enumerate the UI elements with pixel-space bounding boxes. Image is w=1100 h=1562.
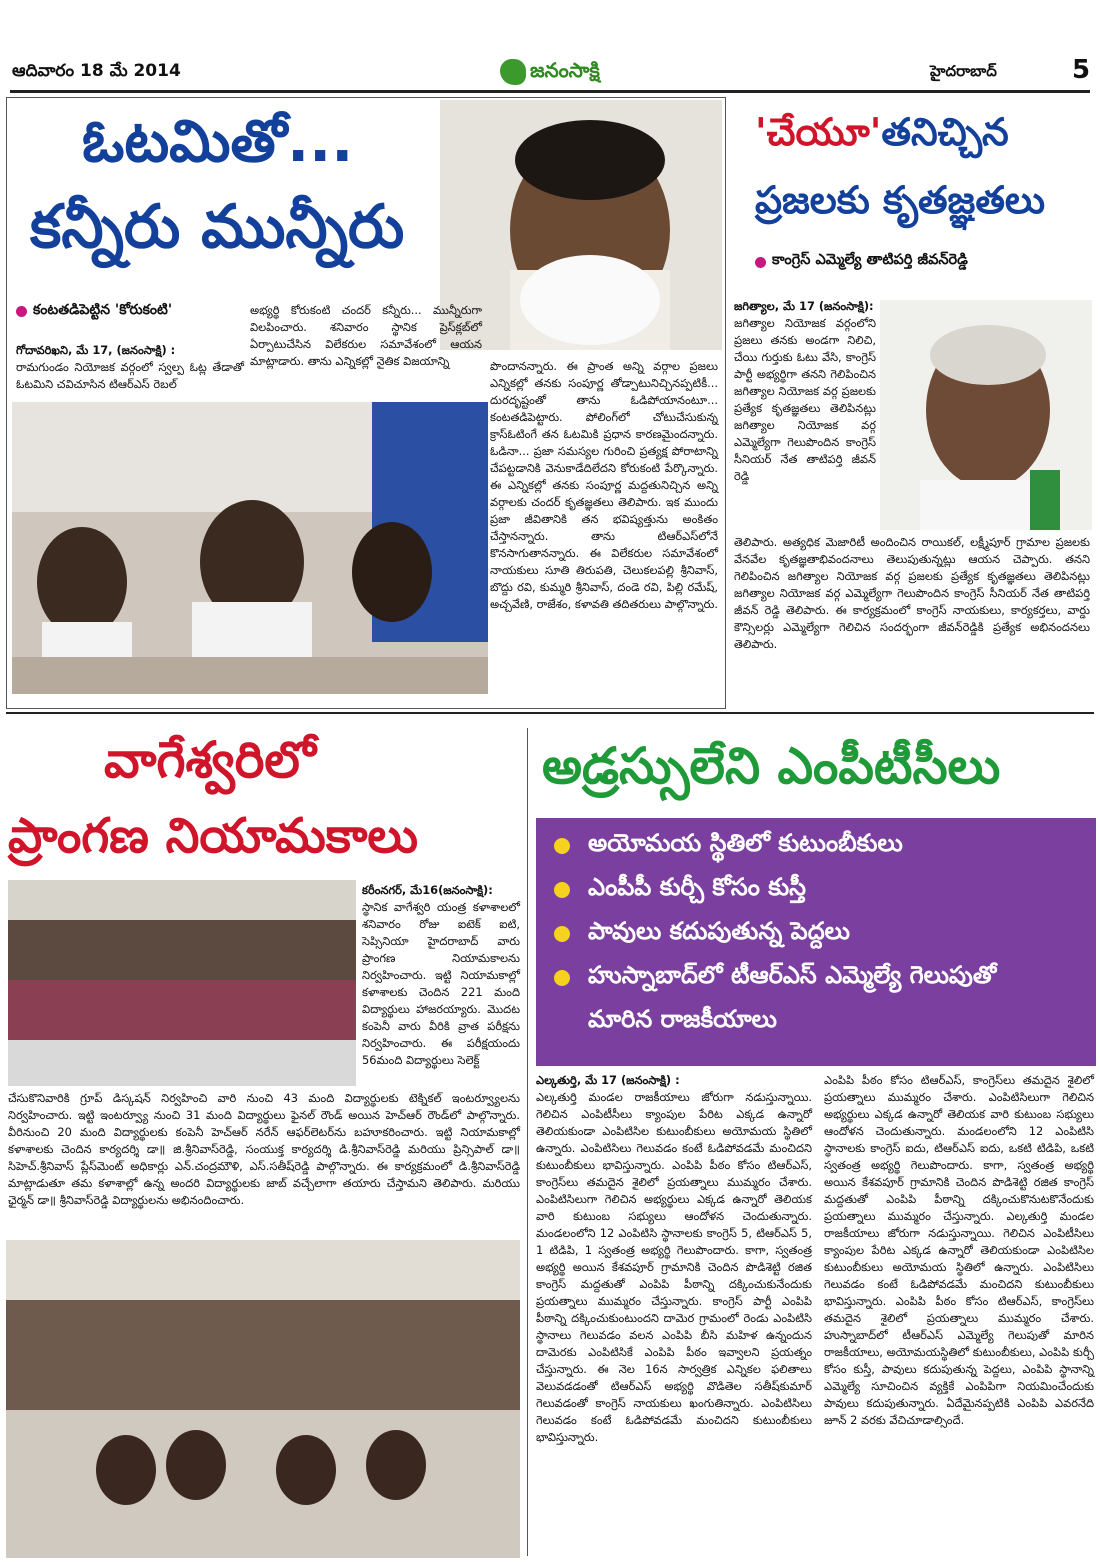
- story1-headline-line1: ఓటమితో...: [82, 107, 354, 175]
- story1-col3-text: పొందానన్నారు. ఈ ప్రాంత అన్ని వర్గాల ప్రజలు ఎన్నికల్లో తనకు సంపూర్ణ తోడ్పాటునిచ్చినప్పటికీ... దురదృష్టంతో తాను ఓడిపోయానంటూ... కంటతడిపెట్టారు. పోలింగ్‌లో చోటుచేసుకున్న క్రాస్‌ఓటింగే తన ఓటమికి ప్రధాన కారణమైందన్నారు. ఓడినా... ప్రజా సమస్యల గురించి ప్రత్యక్ష పోరాటాన్ని చేపట్టడానికి వెనుకాడేదిలేదని కోరుకంటి పేర్కొన్నారు. ఈ ఎన్నికల్లో తనకు సంపూర్ణ మద్దతునిచ్చిన అన్ని వర్గాలకు చందర్ కృతజ్ఞతలు తెలిపారు. ఇక ముందు ప్రజా జీవితానికి తన భవిష్యత్తును అంకితం చేస్తానన్నారు. తాను టిఆర్ఎస్‌లోనే కొనసాగుతానన్నారు. ఈ విలేకరుల సమావేశంలో నాయకులు సూతి తిరుపతి, చెలుకలపల్లి శ్రీనివాస్, బొద్దు రవి, కుమ్మరి శ్రీనివాస్, దండె రవి, పిల్లి రమేష్, అచ్చవేణి, రాజేశం, కళావతి తదితరులు పాల్గొన్నారు.: [490, 359, 718, 611]
- crying-leader-photo: [440, 100, 722, 350]
- logo-icon: [500, 59, 526, 85]
- story2-headline-line1: [755, 108, 1009, 156]
- masthead-rule: [10, 90, 1090, 93]
- story4-col2-text: ఎంపిపి పీఠం కోసం టిఆర్ఎస్, కాంగ్రెస్‌లు తమదైన శైలిలో ప్రయత్నాలు ముమ్మరం చేశారు. ఎంపిటిసిలుగా గెలిచిన అభ్యర్థులు ఎక్కడ ఉన్నారో తెలియక వారి కుటుంబ సభ్యులు ఆందోళన చెందుతున్నారు. మండలంలోని 12 ఎంపిటిసి స్థానాలకు కాంగ్రెస్ ఐదు, టిఆర్ఎస్ ఐదు, ఒకటి టిడిపి, ఒకటి స్వతంత్ర అభ్యర్థి గెలుపొందారు. కాగా, స్వతంత్ర అభ్యర్థి అయిన కేశవపూర్ గ్రామానికి చెందిన పొడిశెట్టి రజిత కాంగ్రెస్ మద్దతుతో ఎంపిపి పీఠాన్ని దక్కించుకొనుటకొనేందుకు ప్రయత్నాలు ముమ్మరం చేస్తున్నారు. ఎల్కతుర్తి మండల రాజకీయాలు జోరుగా నడుస్తున్నాయి. గెలిచిన ఎంపిటీసిలు క్యాంపుల పేరిట ఎక్కడ ఉన్నారో తెలియకుండా ఎంపిటిసిల కుటుంబీకులు అయోమయ స్థితిలో ఉన్నారు. ఎంపిటిసిలు గెలువడం కంటే ఓడిపోవడమే మంచిదని కుటుంబీకులు భావిస్తున్నారు. ఎంపిపి పీఠం కోసం టిఆర్ఎస్, కాంగ్రెస్‌లు తమదైన శైలిలో ప్రయత్నాలు ముమ్మరం చేశారు. హుస్నాబాద్‌లో టీఆర్ఎస్ ఎమ్మెల్యే గెలుపుతో మారిన రాజకీయాలు, అయోమయస్థితిలో కుటుంబీకులు, ఎంపిపి కుర్చీ కోసం కుస్తీ, పావులు కదుపుతున్న పెద్దలు, ఎంపిపి స్థానాన్ని ఎమ్మెల్యే సూచించిన వ్యక్తికే ఎంపిపిగా నియమించేందుకు పావులు కదుపుతున్నారు. ఏదేమైనప్పటికి ఎంపిపి ఎవరనేది జూన్ 2 వరకు వేచిచూడాల్సిందే.: [824, 1073, 1094, 1427]
- story2-headline-quoted: 'చేయూ': [755, 110, 882, 154]
- column-divider: [527, 728, 528, 1556]
- story2-headline-rest: తనిచ్చిన: [881, 110, 1009, 154]
- story4-bullet: ఎంపీపీ కుర్చీ కోసం కుస్తీ: [536, 868, 1096, 912]
- press-meet-photo: [12, 402, 488, 694]
- story1-col1-text: రామగుండం నియోజక వర్గంలో స్వల్ప ఓట్ల తేడాతో ఓటమిని చవిచూసిన టిఆర్ఎస్ రెబల్: [16, 360, 244, 391]
- story3-col-wide: [8, 1090, 520, 1209]
- page-number: 5: [1072, 55, 1091, 85]
- newspaper-logo: [500, 55, 618, 89]
- story1-subhead: [16, 302, 172, 321]
- story1-col3: [490, 358, 718, 613]
- story2-col-wide: [734, 534, 1090, 653]
- officials-audience-photo: [6, 1240, 520, 1558]
- story4-highlights-box: [536, 818, 1096, 1066]
- story3-narrow-text: స్థానిక వాగేశ్వరి యంత్ర కళాశాలలో శనివారం రోజు ఐటెక్ ఐటి, సెప్సినియా హైదరాబాద్ వారు ప్రాంగణ నియామకాలను నిర్వహించారు. ఇట్టి నియామకాల్లో కళాశాలకు చెందిన 221 మంది విద్యార్థులు హాజరయ్యారు. మొదట కంపెనీ వారు వీరికి వ్రాత పరీక్షను నిర్వహించారు. ఈ పరీక్షయందు 56మంది విద్యార్థులు సెలెక్ట్: [362, 900, 520, 1067]
- story4-headline: అడ్రస్సులేని ఎంపీటీసీలు: [542, 737, 1001, 795]
- story4-dateline: ఎల్కతుర్తి, మే 17 (జనంసాక్షి) :: [536, 1073, 680, 1087]
- story4-col1-text: ఎల్కతుర్తి మండల రాజకీయాలు జోరుగా నడుస్తున్నాయి. గెలిచిన ఎంపిటీసీలు క్యాంపుల పేరిట ఎక్కడ ఉన్నారో తెలియకుండా ఎంపిటిసిల కుటుంబీకులు అయోమయ స్థితిలో ఉన్నారు. ఎంపిటిసిలు గెలువడం కంటే ఓడిపోవడమే మంచిదని కుటుంబీకులు భావిస్తున్నారు. ఎంపిపి పీఠం కోసం టిఆర్ఎస్, కాంగ్రెస్‌లు తమదైన శైలిలో ప్రయత్నాలు ముమ్మరం చేశారు. ఎంపిటిసిలుగా గెలిచిన అభ్యర్థులు ఎక్కడ ఉన్నారో తెలియక వారి కుటుంబ సభ్యులు ఆందోళన చెందుతున్నారు. మండలంలోని 12 ఎంపిటిసి స్థానాలకు కాంగ్రెస్ 5, టిఆర్ఎస్ 5, 1 టిడిపి, 1 స్వతంత్ర అభ్యర్థి గెలుపొందారు. కాగా, స్వతంత్ర అభ్యర్థి అయిన కేశవపూర్ గ్రామానికి చెందిన పొడిశెట్టి రజిత కాంగ్రెస్ మద్దతుతో ఎంపిపి పీఠాన్ని దక్కించుకునేందుకు ప్రయత్నాలు ముమ్మరం చేస్తున్నారు. కాంగ్రెస్ పార్టీ ఎంపిపి పీఠాన్ని దక్కించుకుంటుందని దామెర గ్రామంలో రెండు ఎంపిటిసి స్థానాలు గెలువడం వలన ఎంపిపి బీసి మహిళ ఉన్నందున దామెరకు ఎంపిటిసికే ఎంపిపి పీఠం ఇవ్వాలని ప్రయత్నం చేస్తున్నారు. ఈ నెల 16న సార్వత్రిక ఎన్నికల ఫలితాలు వెలువడడంతో టిఆర్ఎస్ అభ్యర్థి వొడితెల సతీష్‌కుమార్ గెలువడంతో కాంగ్రెస్ నాయకులు ఖంగుతిన్నారు. ఎంపిటిసిలు గెలువడం కంటే ఓడిపోవడమే మంచిదని కుటుంబీకులు భావిస్తున్నారు.: [536, 1090, 812, 1444]
- story4-bullet: పావులు కదుపుతున్న పెద్దలు: [536, 912, 1096, 956]
- story1-col2-text: అభ్యర్థి కోరుకంటి చందర్ కన్నీరు... మున్నీరుగా విలపించారు. శనివారం స్థానిక ప్రెస్‌క్లబ్‌లో ఏర్పాటుచేసిన విలేకరుల సమావేశంలో ఆయన మాట్లాడారు. తాను ఎన్నికల్లో నైతిక విజయాన్ని: [250, 303, 482, 368]
- story3-col-narrow: [362, 882, 520, 1069]
- story3-dateline: కరీంనగర్, మే16(జనంసాక్షి):: [362, 883, 493, 897]
- story2-headline-line2: ప్రజలకు కృతజ్ఞతలు: [755, 178, 1045, 222]
- jeevan-reddy-photo: [880, 300, 1092, 530]
- bullet-dot-icon: [554, 926, 570, 942]
- masthead: [0, 55, 1100, 89]
- story2-narrow-text: జగిత్యాల నియోజక వర్గంలోని ప్రజలు తనకు అండగా నిలిచి, చేయి గుర్తుకు ఓటు వేసి, కాంగ్రెస్ పార్టీ అభ్యర్థిగా తనని గెలిపించిన జగిత్యాల నియోజక వర్గ ప్రజలకు ప్రత్యేక కృతజ్ఞతలు తెలిపినట్లు జగిత్యాల నియోజక వర్గ ఎమ్మెల్యేగా గెలుపొందిన కాంగ్రెస్ సీనియర్ నేత తాటిపర్తి జీవన్ రెడ్డి: [734, 316, 876, 483]
- story4-bullet: హుస్నాబాద్‌లో టీఆర్ఎస్ ఎమ్మెల్యే గెలుపుతో: [536, 956, 1096, 1000]
- story4-bullet: అయోమయ స్థితిలో కుటుంబీకులు: [536, 824, 1096, 868]
- bullet-dot-icon: [554, 838, 570, 854]
- story4-col2: [824, 1072, 1094, 1429]
- issue-date: ఆదివారం 18 మే 2014: [12, 61, 181, 81]
- story1-col2: [250, 302, 482, 370]
- story1-headline-line2: కన్నీరు మున్నీరు: [30, 192, 405, 262]
- story3-headline-line2: ప్రాంగణ నియామకాలు: [8, 808, 419, 864]
- logo-text: జనంసాక్షి: [530, 57, 600, 82]
- story2-subhead: [755, 252, 968, 272]
- students-hall-photo: [8, 880, 356, 1086]
- bullet-dot-icon: [554, 882, 570, 898]
- bullet-dot-icon: [755, 257, 766, 268]
- story1-dateline: గోదావరిఖని, మే 17, (జనంసాక్షి) :: [16, 343, 176, 357]
- story3-headline-line1: వాగేశ్వరిలో: [104, 731, 316, 789]
- story3-wide-text: చేసుకొనివారికి గ్రూప్ డిస్కషన్ నిర్వహించి వారి నుంచి 43 మంది విద్యార్థులకు టెక్నికల్ ఇంటర్వ్యూలను నిర్వహించారు. ఇట్టి ఇంటర్వ్యూ నుంచి 31 మంది విద్యార్థులు ఫైనల్ రౌండ్ అయిన హెచ్ఆర్ రౌండ్‌లో పాల్గొన్నారు. వీరినుంచి 20 మంది విద్యార్థులకు కంపెనీ హెచ్ఆర్ నరేన్ ఆఫర్‌లెటర్‌ను బహూకరించారు. ఇట్టి నియామకాల్లో కళాశాలకు చెందిన కార్యదర్శి డా॥ జి.శ్రీనివాస్‌రెడ్డి, సంయుక్త కార్యదర్శి డి.శ్రీనివాస్‌రెడ్డి మరియు ప్రిన్సిపాల్ డా॥సిహెచ్.శ్రీనివాస్ ప్లేస్‌మెంట్ అధికార్లు ఎన్.చంద్రమౌళి, ఎస్.సతీష్‌రెడ్డి పాల్గొన్నారు. ఈ కార్యక్రమంలో డి.శ్రీనివాస్‌రెడ్డి మాట్లాడుతూ తమ కళాశాల్లో ఉన్న అందరి విద్యార్థులకు జాబ్ వచ్చేలాగా తయారు చేస్తామని తెలిపారు. మరియు ఛైర్మన్ డా॥ శ్రీనివాస్‌రెడ్డి విద్యార్థులను అభినందించారు.: [8, 1091, 520, 1207]
- story1-col1: [16, 342, 244, 393]
- story2-col-narrow: [734, 298, 876, 485]
- story2-wide-text: తెలిపారు. అత్యధిక మెజారిటీ అందించిన రాయికల్, లక్ష్మీపూర్ గ్రామాల ప్రజలకు వేనవేల కృతజ్ఞతాభివందనాలు తెలుపుతున్నట్లు ఆయన చెప్పారు. తనని గెలిపించిన జగిత్యాల నియోజక వర్గ ప్రజలకు ప్రత్యేక కృతజ్ఞతలు తెలిపినట్లు జగిత్యాల నియోజక వర్గ ఎమ్మెల్యేగా గెలుపొందిన కాంగ్రెస్ సీనియర్ నేత తాటిపర్తి జీవన్ రెడ్డి తెలిపారు. ఈ కార్యక్రమంలో కాంగ్రెస్ నాయకులు, కార్యకర్తలు, వార్డు కౌన్సిలర్లు ఎమ్మెల్యేగా గెలిచిన సందర్భంగా జీవన్‌రెడ్డికి ప్రత్యేక అభినందనలు తెలిపారు.: [734, 535, 1090, 651]
- bullet-dot-icon: [554, 970, 570, 986]
- bullet-dot-icon: [16, 306, 27, 317]
- story4-col1: [536, 1072, 812, 1446]
- story2-dateline: జగిత్యాల, మే 17 (జనంసాక్షి):: [734, 299, 874, 313]
- story4-bullet-continuation: మారిన రాజకీయాలు: [588, 1005, 777, 1033]
- story2-subhead-text: కాంగ్రెస్ ఎమ్మెల్యే తాటిపర్తి జీవన్‌రెడ్డి: [772, 252, 968, 268]
- story1-subhead-text: కంటతడిపెట్టిన 'కోరుకంటి': [33, 302, 173, 318]
- edition-city: హైదరాబాద్: [930, 62, 997, 80]
- section-divider: [6, 712, 1094, 714]
